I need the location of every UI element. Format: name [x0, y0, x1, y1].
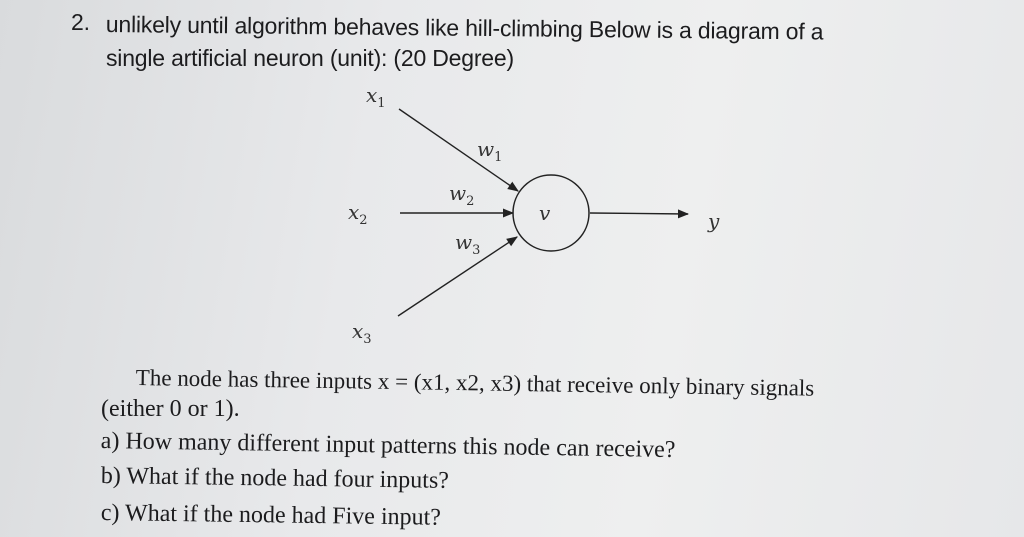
weight-w1-label: $w_1$	[477, 137, 503, 165]
edge-v-y	[590, 213, 688, 214]
question-number: 2.	[71, 9, 90, 35]
neuron-node	[513, 175, 589, 251]
question-line-2: single artificial neuron (unit): (20 Degree)	[106, 45, 514, 71]
weight-w3-label: $w_3$	[455, 230, 481, 258]
question-line-1: unlikely until algorithm behaves like hill-climbing Below is a diagram of a	[105, 11, 824, 45]
question-b: b) What if the node had four inputs?	[100, 463, 450, 494]
output-y-label: y	[708, 209, 720, 233]
body-paragraph-line-1: The node has three inputs x = (x1, x2, x3) that receive only binary signals	[135, 365, 815, 401]
question-a: a) How many different input patterns this node can receive?	[100, 428, 676, 464]
weight-w2-label: $w_2$	[449, 181, 475, 209]
input-x3-label: $x_3$	[352, 319, 372, 347]
input-x1-label: $x_1$	[366, 83, 386, 111]
body-paragraph-line-2: (either 0 or 1).	[101, 396, 240, 422]
input-x2-label: $x_2$	[348, 200, 368, 228]
question-c: c) What if the node had Five input?	[100, 500, 442, 531]
node-v-label: v	[539, 201, 551, 225]
